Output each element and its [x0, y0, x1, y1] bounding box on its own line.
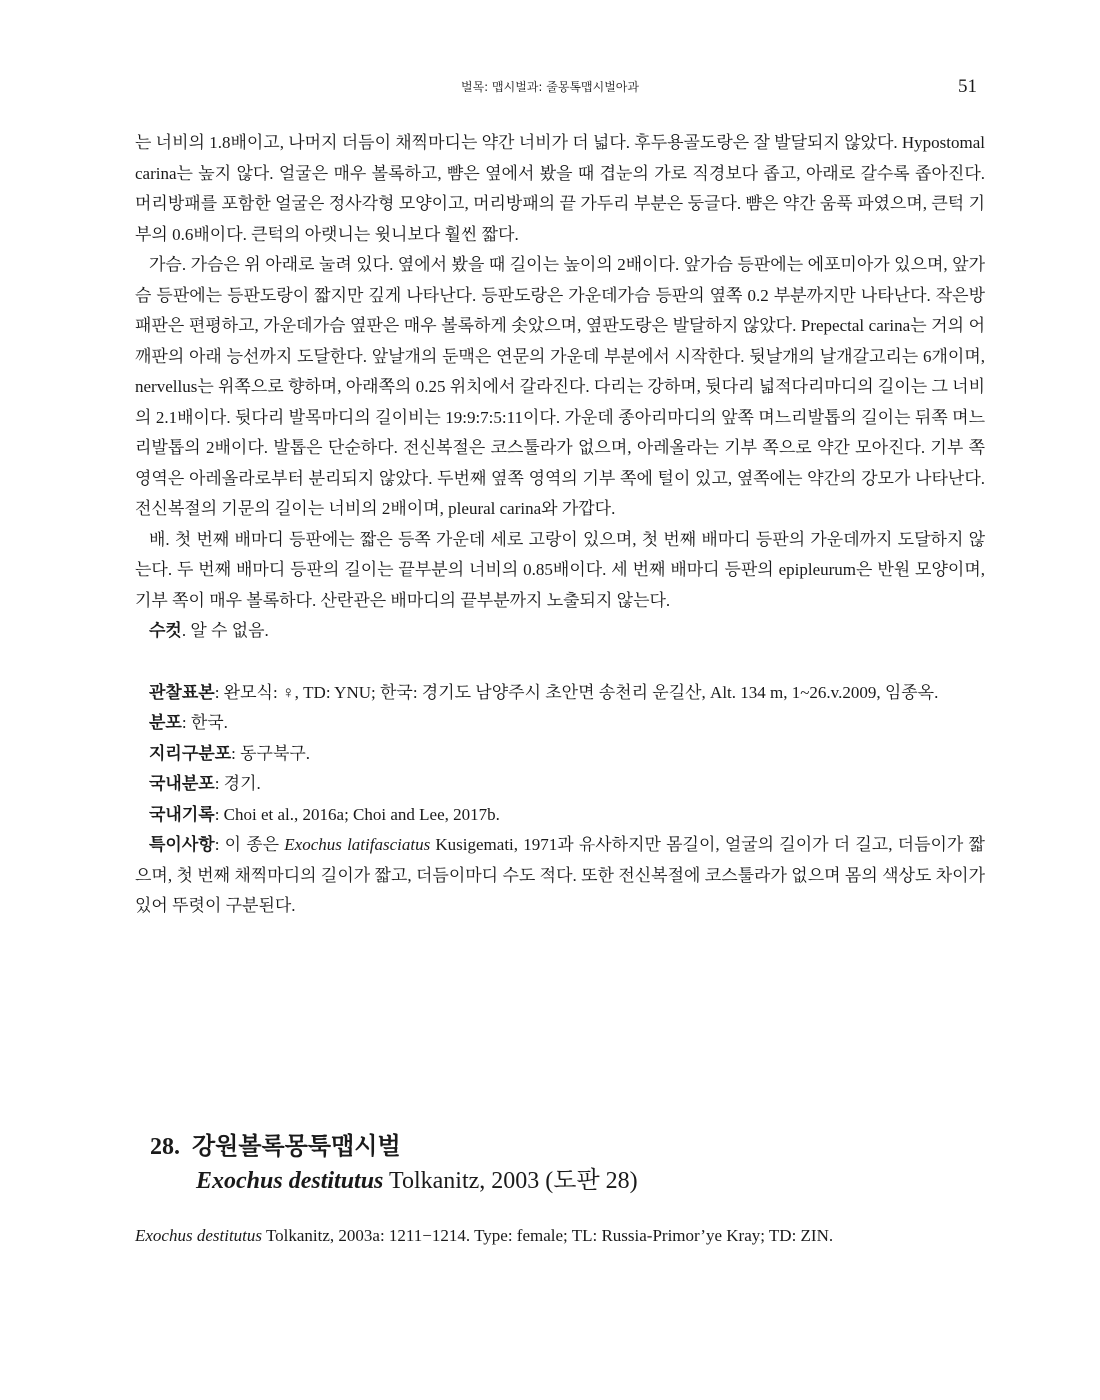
specimens-label: 관찰표본	[149, 682, 215, 702]
spacer	[135, 647, 985, 678]
species-korean-name: 강원볼록몽툭맵시벌	[192, 1134, 401, 1160]
remarks-label: 특이사항	[149, 835, 215, 854]
running-title: 벌목: 맵시벌과: 줄몽톡맵시벌아과	[460, 80, 639, 94]
domestic-text: : 경기.	[214, 774, 261, 793]
geo-label: 지리구분포	[149, 743, 232, 763]
page-number: 51	[958, 76, 977, 97]
record-domestic-records	[135, 800, 985, 831]
paragraph-male	[135, 616, 985, 647]
species-number: 28.	[150, 1134, 180, 1160]
citation-species: Exochus destitutus	[135, 1226, 263, 1245]
remarks-text-b: Kusigemati, 1971과 유사하지만 몸길이, 얼굴의 길이가 더 길고, 더듬이가 짧으며, 첫 번째 채찍마디의 길이가 짧고, 더듬이마디 수도 적다. 또한 전신복절에 코스툴라가 없으며 몸의 색상도 차이가 있어 뚜렷이 구분된다.	[135, 835, 985, 915]
paragraph-face: 는 너비의 1.8배이고, 나머지 더듬이 채찍마디는 약간 너비가 더 넓다. 후두용골도랑은 잘 발달되지 않았다. Hypostomal carina는 높지 않다. 얼굴은 매우 볼록하고, 뺨은 옆에서 봤을 때 겹눈의 가로 직경보다 좁고, 아래로 갈수록 좁아진다. 머리방패를 포함한 얼굴은 정사각형 모양이고, 머리방패의 끝 가두리 부분은 둥글다. 뺨은 약간 움푹 파였으며, 큰턱 기부의 0.6배이다. 큰턱의 아랫니는 윗니보다 훨씬 짧다.	[135, 133, 985, 244]
species-heading-line1	[150, 1130, 638, 1164]
records-label: 국내기록	[149, 804, 215, 824]
distribution-text: : 한국.	[181, 713, 228, 732]
specimens-text: : 완모식: ♀, TD: YNU; 한국: 경기도 남양주시 초안면 송천리 운길산, Alt. 134 m, 1~26.v.2009, 임종옥.	[214, 682, 939, 702]
record-specimens	[135, 678, 985, 709]
remarks-species-name: Exochus latifasciatus	[284, 835, 431, 854]
species-heading-line2	[150, 1164, 638, 1198]
record-geo-distribution	[135, 739, 985, 770]
male-label: 수컷	[149, 621, 182, 640]
records-text: : Choi et al., 2016a; Choi and Lee, 2017b.	[214, 804, 500, 824]
citation-text: Tolkanitz, 2003a: 1211−1214. Type: female; TL: Russia-Primor’ye Kray; TD: ZIN.	[262, 1226, 834, 1245]
paragraph-thorax: 가슴. 가슴은 위 아래로 눌려 있다. 옆에서 봤을 때 길이는 높이의 2배이다. 앞가슴 등판에는 에포미아가 있으며, 앞가슴 등판에는 등판도랑이 짧지만 깊게 나타난다. 등판도랑은 가운데가슴 등판의 옆쪽 0.2 부분까지만 나타난다. 작은방패판은 편평하고, 가운데가슴 옆판은 매우 볼록하게 솟았으며, 옆판도랑은 발달하지 않았다. Prepectal carina는 거의 어깨판의 아래 능선까지 도달한다. 앞날개의 둔맥은 연문의 가운데 부분에서 시작한다. 뒷날개의 날개갈고리는 6개이며, nervellus는 위쪽으로 향하며, 아래쪽의 0.25 위치에서 갈라진다. 다리는 강하며, 뒷다리 넓적다리마디의 길이는 그 너비의 2.1배이다. 뒷다리 발목마디의 길이비는 19:9:7:5:11이다. 가운데 종아리마디의 앞쪽 며느리발톱의 길이는 뒤쪽 며느리발톱의 2배이다. 발톱은 단순하다. 전신복절은 코스툴라가 없으며, 아레올라는 기부 쪽으로 약간 모아진다. 기부 쪽 영역은 아레올라로부터 분리되지 않았다. 두번째 옆쪽 영역의 기부 쪽에 털이 있고, 옆쪽에는 약간의 강모가 나타난다. 전신복절의 기문의 길이는 너비의 2배이며, pleural carina와 가깝다.	[135, 255, 985, 518]
paragraph-abdomen: 배. 첫 번째 배마디 등판에는 짧은 등쪽 가운데 세로 고랑이 있으며, 첫 번째 배마디 등판의 가운데까지 도달하지 않는다. 두 번째 배마디 등판의 길이는 끝부분의 너비의 0.85배이다. 세 번째 배마디 등판의 epipleurum은 반원 모양이며, 기부 쪽이 매우 볼록하다. 산란관은 배마디의 끝부분까지 노출되지 않는다.	[135, 529, 985, 610]
citation	[135, 1226, 985, 1246]
domestic-label: 국내분포	[149, 774, 215, 793]
species-heading	[150, 1130, 638, 1198]
distribution-label: 분포	[149, 713, 182, 732]
species-author: Tolkanitz, 2003 (도판 28)	[383, 1168, 638, 1194]
male-text: . 알 수 없음.	[181, 621, 269, 640]
species-scientific-name: Exochus destitutus	[196, 1168, 384, 1194]
record-distribution	[135, 708, 985, 739]
record-domestic-distribution	[135, 769, 985, 800]
record-remarks	[135, 830, 985, 922]
geo-text: : 동구북구.	[231, 743, 311, 763]
main-text	[135, 128, 985, 922]
remarks-text-a: : 이 종은	[214, 835, 285, 854]
